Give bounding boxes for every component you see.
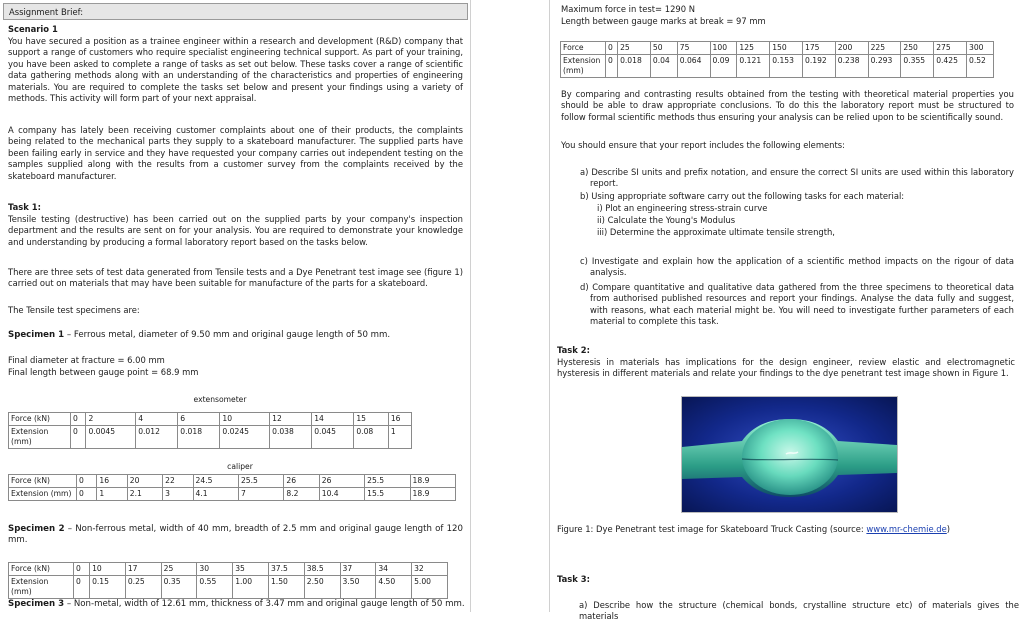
final-diameter: Final diameter at fracture = 6.00 mm bbox=[8, 355, 165, 365]
table-cell: 0.045 bbox=[312, 426, 354, 449]
item-c: c) Investigate and explain how the application of a scientific method impacts on the rigour of data analysis. bbox=[580, 256, 1014, 278]
item-a: a) Describe SI units and prefix notation, and ensure the correct SI units are used within this laboratory report. bbox=[580, 167, 1014, 189]
table-cell: 12 bbox=[270, 413, 312, 426]
table-cell: 32 bbox=[412, 563, 448, 576]
table-cell: 0.425 bbox=[934, 55, 967, 78]
table-cell: 0.0045 bbox=[86, 426, 136, 449]
item-b: b) Using appropriate software carry out the following tasks for each material: bbox=[580, 191, 905, 201]
item-b-iii: iii) Determine the approximate ultimate tensile strength, bbox=[597, 227, 835, 237]
item-b-i: i) Plot an engineering stress-strain curve bbox=[597, 203, 768, 213]
table-cell: 0.355 bbox=[901, 55, 934, 78]
table-cell: 20 bbox=[127, 475, 162, 488]
table-cell: 2.50 bbox=[304, 576, 340, 599]
table-row-label: Extension (mm) bbox=[561, 55, 606, 78]
task1-paragraph: Tensile testing (destructive) has been carried out on the supplied parts by your company's inspection department and the results are sent on for your analysis. You are required to demonstrate your knowledge and understanding by producing a formal laboratory report based on the tasks below. bbox=[8, 214, 463, 247]
task1-title: Task 1: bbox=[8, 202, 41, 212]
right-page bbox=[550, 0, 1024, 622]
ensure-paragraph: You should ensure that your report includes the following elements: bbox=[561, 140, 845, 150]
table-cell: 10 bbox=[220, 413, 270, 426]
item-b-ii: ii) Calculate the Young's Modulus bbox=[597, 215, 736, 225]
assignment-brief-header bbox=[3, 3, 468, 20]
table-cell: 3 bbox=[163, 488, 193, 501]
table-cell: 6 bbox=[178, 413, 220, 426]
table-cell: 16 bbox=[388, 413, 411, 426]
skateboard-truck-casting-image bbox=[682, 397, 897, 512]
source-link[interactable]: www.mr-chemie.de bbox=[866, 524, 947, 534]
specimen-3-line bbox=[8, 599, 468, 610]
table-row-label: Force (kN) bbox=[9, 563, 74, 576]
table-cell: 35 bbox=[233, 563, 269, 576]
table-cell: 1 bbox=[97, 488, 127, 501]
table-cell: 8.2 bbox=[284, 488, 319, 501]
specimen-1-line bbox=[8, 330, 463, 341]
table-row bbox=[561, 55, 994, 78]
table-cell: 0.04 bbox=[650, 55, 677, 78]
table-cell: 4.50 bbox=[376, 576, 412, 599]
table-cell: 0.15 bbox=[90, 576, 126, 599]
table-cell: 0.038 bbox=[270, 426, 312, 449]
table-cell: 2.1 bbox=[127, 488, 162, 501]
table-cell: 0 bbox=[71, 413, 86, 426]
table-cell: 1.50 bbox=[268, 576, 304, 599]
table-cell: 26 bbox=[284, 475, 319, 488]
table-cell: 0 bbox=[74, 563, 90, 576]
table-cell: 0.35 bbox=[161, 576, 197, 599]
table-cell: 25 bbox=[618, 42, 651, 55]
table-cell: 18.9 bbox=[410, 488, 455, 501]
table-cell: 300 bbox=[966, 42, 993, 55]
table-cell: 18.9 bbox=[410, 475, 455, 488]
table-cell: 1.00 bbox=[233, 576, 269, 599]
table-cell: 25.5 bbox=[365, 475, 410, 488]
table-cell: 22 bbox=[163, 475, 193, 488]
table-row bbox=[9, 488, 456, 501]
table-cell: 0.012 bbox=[136, 426, 178, 449]
specimen-2-label: Specimen 2 bbox=[8, 524, 65, 534]
table-row bbox=[9, 576, 448, 599]
table-cell: 0.25 bbox=[125, 576, 161, 599]
figure-caption bbox=[557, 524, 1015, 535]
specimen-3-label: Specimen 3 bbox=[8, 599, 65, 609]
table-cell: 10 bbox=[90, 563, 126, 576]
extensometer-label: extensometer bbox=[193, 395, 247, 404]
table-cell: 0.121 bbox=[737, 55, 770, 78]
table-cell: 38.5 bbox=[304, 563, 340, 576]
table-row bbox=[9, 475, 456, 488]
table-row-label: Extension (mm) bbox=[9, 576, 74, 599]
table-cell: 150 bbox=[770, 42, 803, 55]
specimen-1-caliper-table bbox=[8, 474, 456, 501]
table-cell: 175 bbox=[803, 42, 836, 55]
specimens-intro: The Tensile test specimens are: bbox=[8, 305, 140, 315]
max-force-text: Maximum force in test= 1290 N bbox=[561, 4, 695, 14]
table-cell: 5.00 bbox=[412, 576, 448, 599]
table-cell: 17 bbox=[125, 563, 161, 576]
table-cell: 250 bbox=[901, 42, 934, 55]
table-cell: 37.5 bbox=[268, 563, 304, 576]
table-cell: 14 bbox=[312, 413, 354, 426]
table-cell: 200 bbox=[835, 42, 868, 55]
figure-caption-text: Figure 1: Dye Penetrant test image for Skateboard Truck Casting (source: bbox=[557, 524, 867, 534]
table-cell: 0.55 bbox=[197, 576, 233, 599]
table-cell: 25.5 bbox=[238, 475, 283, 488]
task3-title: Task 3: bbox=[557, 574, 590, 584]
scenario-paragraph-2: A company has lately been receiving customer complaints about one of their products, the complaints being related to the mechanical parts they supply to a skateboard manufacturer. The supplied parts have been failing early in service and they have requested your company carries out independent testing on the samples supplied along with the results from a customer survey from the complaints received by the skateboard manufacturer. bbox=[8, 125, 463, 181]
table-cell: 4.1 bbox=[193, 488, 238, 501]
table-row-label: Force (kN) bbox=[9, 413, 71, 426]
table-cell: 75 bbox=[677, 42, 710, 55]
table-cell: 0 bbox=[74, 576, 90, 599]
page-gutter bbox=[470, 0, 550, 612]
table-cell: 2 bbox=[86, 413, 136, 426]
table-cell: 10.4 bbox=[319, 488, 364, 501]
table-cell: 50 bbox=[650, 42, 677, 55]
table-cell: 0.09 bbox=[710, 55, 737, 78]
table-cell: 225 bbox=[868, 42, 901, 55]
table-cell: 0 bbox=[606, 55, 618, 78]
compare-paragraph: By comparing and contrasting results obtained from the testing with theoretical material properties you should be able to draw appropriate conclusions. To do this the laboratory report must be structured to follow formal scientific methods thus ensuring your analysis can be relied upon to be scientifically sound. bbox=[561, 89, 1014, 122]
table-cell: 0.0245 bbox=[220, 426, 270, 449]
table-cell: 0 bbox=[77, 475, 97, 488]
table-row bbox=[9, 563, 448, 576]
specimen-2-text: – Non-ferrous metal, width of 40 mm, breadth of 2.5 mm and original gauge length of 120 mm. bbox=[8, 524, 463, 546]
table-row-label: Extension (mm) bbox=[9, 426, 71, 449]
assignment-brief-label: Assignment Brief: bbox=[9, 7, 84, 17]
table-cell: 0 bbox=[71, 426, 86, 449]
test-sets-paragraph: There are three sets of test data generated from Tensile tests and a Dye Penetrant test image see (figure 1) carried out on materials that may have been suitable for manufacture of the parts for a skateboard. bbox=[8, 267, 463, 289]
table-cell: 0.238 bbox=[835, 55, 868, 78]
table-cell: 3.50 bbox=[340, 576, 376, 599]
final-length: Final length between gauge point = 68.9 mm bbox=[8, 367, 199, 377]
table-cell: 16 bbox=[97, 475, 127, 488]
table-cell: 0.153 bbox=[770, 55, 803, 78]
table-cell: 100 bbox=[710, 42, 737, 55]
table-cell: 26 bbox=[319, 475, 364, 488]
table-cell: 0.293 bbox=[868, 55, 901, 78]
table-cell: 0.52 bbox=[966, 55, 993, 78]
task2-title: Task 2: bbox=[557, 345, 590, 355]
caliper-label: caliper bbox=[227, 462, 253, 471]
table-cell: 1 bbox=[388, 426, 411, 449]
specimen-1-extensometer-table bbox=[8, 412, 412, 449]
task3-item-a: a) Describe how the structure (chemical bonds, crystalline structure etc) of materials gives the materials bbox=[579, 600, 1019, 622]
specimen-3-table bbox=[560, 41, 994, 78]
table-row-label: Extension (mm) bbox=[9, 488, 77, 501]
figure-caption-end: ) bbox=[946, 524, 951, 534]
table-cell: 0.064 bbox=[677, 55, 710, 78]
table-cell: 4 bbox=[136, 413, 178, 426]
table-cell: 125 bbox=[737, 42, 770, 55]
table-cell: 0 bbox=[606, 42, 618, 55]
table-row bbox=[9, 426, 412, 449]
specimen-2-table bbox=[8, 562, 448, 599]
table-cell: 24.5 bbox=[193, 475, 238, 488]
table-cell: 7 bbox=[238, 488, 283, 501]
left-page bbox=[0, 0, 470, 612]
specimen-2-line bbox=[8, 524, 463, 547]
table-cell: 0.018 bbox=[618, 55, 651, 78]
table-cell: 0.192 bbox=[803, 55, 836, 78]
table-cell: 30 bbox=[197, 563, 233, 576]
table-cell: 0 bbox=[77, 488, 97, 501]
table-cell: 25 bbox=[161, 563, 197, 576]
table-cell: 275 bbox=[934, 42, 967, 55]
scenario-paragraph-1: You have secured a position as a trainee engineer within a research and development (R&D) company that support a range of customers who require specialist engineering technical support. As part of your training, you have been asked to complete a range of tasks as set out below. These tasks cover a range of scientific data gathering methods along with an understanding of the characteristics and properties of engineering materials. You are required to complete the tasks set below and present your findings using a variety of methods. This activity will form part of your next appraisal. bbox=[8, 36, 463, 104]
item-d: d) Compare quantitative and qualitative data gathered from the three specimens to theoretical data from authorised published resources and report your findings. Analyse the data fully and suggest, with reasons, what each material might be. You will need to investigate further parameters of each material to complete this task. bbox=[580, 282, 1014, 327]
specimen-3-text: – Non-metal, width of 12.61 mm, thickness of 3.47 mm and original gauge length of 50 mm. bbox=[64, 599, 465, 609]
table-row bbox=[561, 42, 994, 55]
table-cell: 0.08 bbox=[354, 426, 389, 449]
table-row-label: Force bbox=[561, 42, 606, 55]
task2-paragraph: Hysteresis in materials has implications for the design engineer, review elastic and electromagnetic hysteresis in different materials and relate your findings to the dye penetrant test image shown in Figure 1. bbox=[557, 357, 1015, 379]
scenario-title: Scenario 1 bbox=[8, 24, 58, 34]
table-cell: 0.018 bbox=[178, 426, 220, 449]
length-at-break-text: Length between gauge marks at break = 97 mm bbox=[561, 16, 766, 26]
table-cell: 37 bbox=[340, 563, 376, 576]
specimen-1-label: Specimen 1 bbox=[8, 330, 65, 340]
table-cell: 34 bbox=[376, 563, 412, 576]
table-cell: 15.5 bbox=[365, 488, 410, 501]
table-row-label: Force (kN) bbox=[9, 475, 77, 488]
table-cell: 15 bbox=[354, 413, 389, 426]
specimen-1-text: – Ferrous metal, diameter of 9.50 mm and original gauge length of 50 mm. bbox=[64, 330, 391, 340]
dye-penetrant-figure bbox=[681, 396, 898, 513]
table-row bbox=[9, 413, 412, 426]
